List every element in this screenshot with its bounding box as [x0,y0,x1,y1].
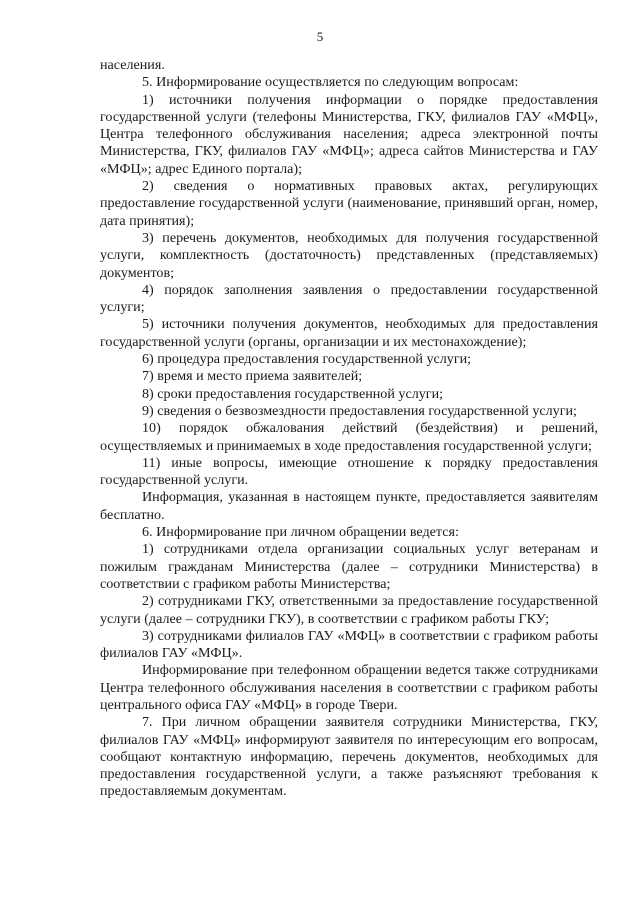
paragraph-item-7: 7. При личном обращении заявителя сотрудники Министерства, ГКУ, филиалов ГАУ «МФЦ» информируют заявителя по интересующим его вопросам, сообщают контактную информацию, перечень документов, необходимых для предоставления государственной услуги, а также разъясняют требования к предоставляемым документам. [100,714,598,800]
page-number: 5 [316,29,324,44]
paragraph-continuation: населения. [100,57,165,73]
paragraph-5-2: 2) сведения о нормативных правовых актах, регулирующих предоставление государственной услуги (наименование, принявший орган, номер, дата принятия); [100,178,598,229]
paragraph-phone-info: Информирование при телефонном обращении ведется также сотрудниками Центра телефонного обслуживания населения в соответствии с графиком работы центрального офиса ГАУ «МФЦ» в городе Твери. [100,662,598,713]
paragraph-6-2: 2) сотрудниками ГКУ, ответственными за предоставление государственной услуги (далее – сотрудники ГКУ), в соответствии с графиком работы ГКУ; [100,593,598,627]
paragraph-5-10: 10) порядок обжалования действий (бездействия) и решений, осуществляемых и принимаемых в ходе предоставления государственной услуги; [100,420,598,454]
paragraph-5-4: 4) порядок заполнения заявления о предоставлении государственной услуги; [100,281,598,316]
paragraph-item-5: 5. Информирование осуществляется по следующим вопросам: [142,74,519,91]
paragraph-5-1: 1) источники получения информации о порядке предоставления государственной услуги (телефоны Министерства, ГКУ, филиалов ГАУ «МФЦ», Центра телефонного обслуживания населения; адреса электронной почты Министерства, ГКУ, филиалов ГАУ «МФЦ»; адреса сайтов Министерства и ГАУ «МФЦ»; адрес Единого портала); [100,91,598,177]
paragraph-5-9: 9) сведения о безвозмездности предоставления государственной услуги; [142,402,577,419]
paragraph-6-3: 3) сотрудниками филиалов ГАУ «МФЦ» в соответствии с графиком работы филиалов ГАУ «МФЦ». [100,627,598,662]
paragraph-item-6: 6. Информирование при личном обращении ведется: [142,524,459,541]
paragraph-info-free: Информация, указанная в настоящем пункте, предоставляется заявителям бесплатно. [100,489,598,523]
paragraph-5-5: 5) источники получения документов, необходимых для предоставления государственной услуги (органы, организации и их местонахождение); [100,316,598,350]
paragraph-6-1: 1) сотрудниками отдела организации социальных услуг ветеранам и пожилым гражданам Министерства (далее – сотрудники Министерства) в соответствии с графиком работы Министерства; [100,541,598,592]
paragraph-5-7: 7) время и место приема заявителей; [142,368,363,385]
document-body [100,57,598,801]
paragraph-5-6: 6) процедура предоставления государственной услуги; [142,351,472,368]
paragraph-5-11: 11) иные вопросы, имеющие отношение к порядку предоставления государственной услуги. [100,454,598,489]
paragraph-5-3: 3) перечень документов, необходимых для получения государственной услуги, комплектность (достаточность) представленных (представляемых) документов; [100,229,598,281]
paragraph-5-8: 8) сроки предоставления государственной услуги; [142,385,444,402]
